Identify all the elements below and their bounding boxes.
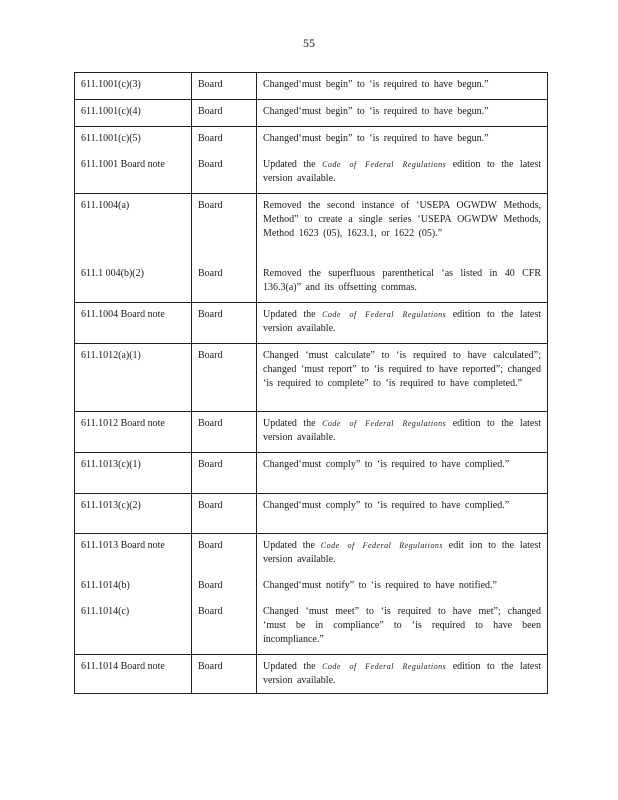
section-cell: 611.1001(c)(4) bbox=[81, 106, 141, 117]
table-row bbox=[75, 100, 548, 127]
source-cell: Board bbox=[198, 106, 223, 117]
section-cell: 611.1001(c)(5) bbox=[81, 133, 141, 144]
action-text-post: edition to the latest version available. bbox=[263, 661, 542, 686]
source-cell: Board bbox=[198, 418, 223, 429]
action-cell: Removed the second instance of ‘USEPA OGWDW Methods, Method” to create a single series ‘USEPA OGWDW Methods, Method 1623 (05), 1623.1, or 1622 (05).” bbox=[263, 200, 541, 239]
table-row bbox=[75, 194, 548, 303]
source-cell: Board bbox=[198, 268, 223, 279]
section-cell: 611.1001(c)(3) bbox=[81, 79, 141, 90]
section-cell: 611.1013 Board note bbox=[81, 540, 165, 551]
action-text-post: edit ion to the latest version available. bbox=[263, 540, 542, 565]
action-text-pre: Updated the bbox=[263, 540, 321, 551]
source-cell: Board bbox=[198, 159, 223, 170]
action-cell bbox=[257, 534, 547, 574]
table-row bbox=[75, 127, 548, 194]
source-cell: Board bbox=[198, 309, 223, 320]
section-cell: 611.1013(c)(1) bbox=[81, 459, 141, 470]
action-cell: Changed ‘must calculate” to ‘is required to have calculated”; changed ‘must report” to ‘is required to have reported”; changed ‘is required to complete” to ‘is required to have completed.” bbox=[263, 350, 541, 389]
table-row bbox=[75, 412, 548, 453]
action-cell: Changed ‘must meet” to ‘is required to have met”; changed ‘must be in compliance” to ‘is required to have been incompliance.” bbox=[263, 606, 541, 645]
source-cell: Board bbox=[198, 540, 223, 551]
action-cell: Changed‘must begin” to ‘is required to have begun.” bbox=[263, 133, 489, 144]
section-cell: 611.1004 Board note bbox=[81, 309, 165, 320]
table-row bbox=[75, 453, 548, 494]
section-cell: 611.1001 Board note bbox=[81, 159, 165, 170]
action-cell bbox=[257, 655, 547, 693]
source-cell: Board bbox=[198, 580, 223, 591]
cfr-title: Code of Federal Regulations bbox=[322, 310, 447, 319]
page-number: 55 bbox=[303, 36, 315, 50]
section-cell: 611.1004(a) bbox=[81, 200, 130, 211]
table-row bbox=[75, 494, 548, 534]
action-text-pre: Updated the bbox=[263, 159, 323, 170]
section-cell: 611.1 004(b)(2) bbox=[81, 268, 144, 279]
action-cell bbox=[257, 303, 547, 343]
section-cell: 611.1014 Board note bbox=[81, 661, 165, 672]
action-text-pre: Updated the bbox=[263, 661, 323, 672]
section-cell: 611.1014(b) bbox=[81, 580, 130, 591]
action-cell bbox=[257, 153, 547, 193]
table-row bbox=[75, 534, 548, 655]
source-cell: Board bbox=[198, 500, 223, 511]
action-cell: Removed the superfluous parenthetical ‘as listed in 40 CFR 136.3(a)” and its offsetting commas. bbox=[263, 268, 541, 293]
amendments-table bbox=[74, 72, 548, 694]
action-cell: Changed‘must begin” to ‘is required to have begun.” bbox=[263, 79, 489, 90]
source-cell: Board bbox=[198, 200, 223, 211]
section-cell: 611.1013(c)(2) bbox=[81, 500, 141, 511]
cfr-title: Code of Federal Regulations bbox=[322, 662, 447, 671]
action-cell: Changed‘must comply” to ‘is required to have complied.” bbox=[263, 459, 510, 470]
cfr-title: Code of Federal Regulations bbox=[322, 160, 447, 169]
source-cell: Board bbox=[198, 350, 223, 361]
action-cell: Changed‘must comply” to ‘is required to have complied.” bbox=[263, 500, 510, 511]
table-row bbox=[75, 73, 548, 100]
source-cell: Board bbox=[198, 661, 223, 672]
action-text-pre: Updated the bbox=[263, 309, 323, 320]
action-text-pre: Updated the bbox=[263, 418, 323, 429]
action-text-post: edition to the latest version available. bbox=[263, 418, 542, 443]
source-cell: Board bbox=[198, 79, 223, 90]
action-cell bbox=[257, 412, 547, 452]
cfr-title: Code of Federal Regulations bbox=[322, 419, 447, 428]
action-text-post: edition to the latest version available. bbox=[263, 159, 542, 184]
section-cell: 611.1012 Board note bbox=[81, 418, 165, 429]
action-cell: Changed‘must notify” to ‘is required to have notified.” bbox=[263, 580, 497, 591]
action-text-post: edition to the latest version available. bbox=[263, 309, 542, 334]
source-cell: Board bbox=[198, 459, 223, 470]
cfr-title: Code of Federal Regulations bbox=[320, 541, 443, 550]
action-cell: Changed‘must begin” to ‘is required to have begun.” bbox=[263, 106, 489, 117]
source-cell: Board bbox=[198, 133, 223, 144]
section-cell: 611.1012(a)(1) bbox=[81, 350, 141, 361]
table-row bbox=[75, 344, 548, 412]
source-cell: Board bbox=[198, 606, 223, 617]
table-row bbox=[75, 655, 548, 694]
table-row bbox=[75, 303, 548, 344]
section-cell: 611.1014(c) bbox=[81, 606, 130, 617]
